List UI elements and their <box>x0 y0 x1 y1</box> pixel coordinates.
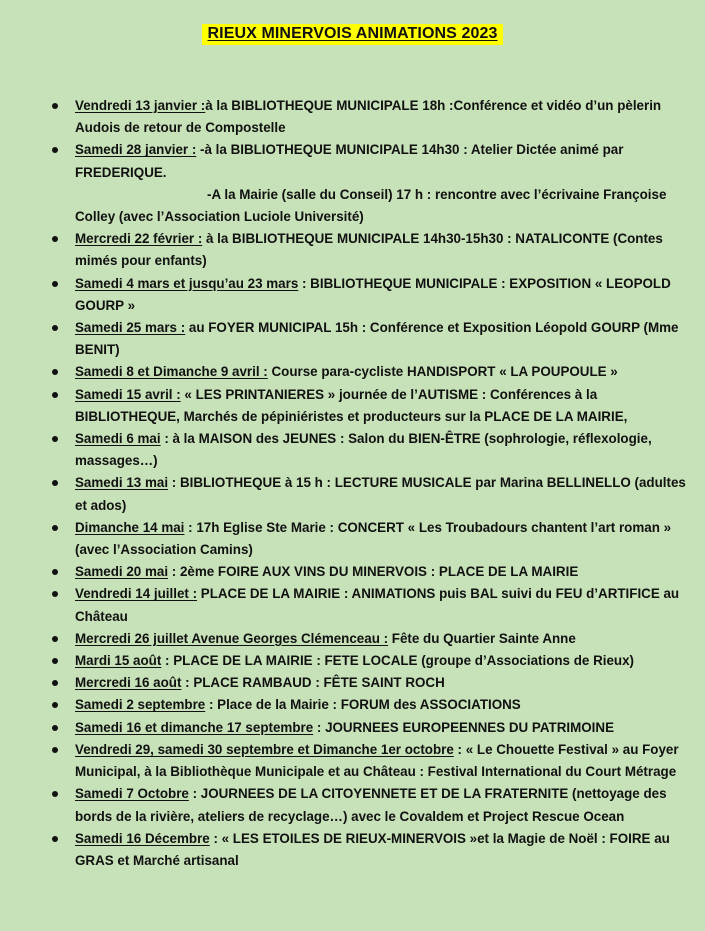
event-text: : à la MAISON des JEUNES : Salon du BIEN-ÊTRE (sophrologie, réflexologie, massages…) <box>75 431 652 469</box>
event-date: Samedi 25 mars : <box>75 320 186 336</box>
event-date: Samedi 8 et Dimanche 9 avril : <box>75 364 268 380</box>
event-date: Vendredi 29, samedi 30 septembre et Dimanche 1er octobre <box>75 741 454 757</box>
bullet-icon <box>52 325 58 331</box>
bullet-icon <box>52 658 58 664</box>
event-date: Samedi 2 septembre <box>75 697 206 713</box>
event-date: Samedi 4 mars et jusqu’au 23 mars <box>75 275 299 291</box>
event-text: : « Le Chouette Festival » au Foyer Municipal, à la Bibliothèque Municipale et au Château : Festival International du Court Métrage <box>75 741 679 780</box>
event-date: Samedi 7 Octobre <box>75 786 189 802</box>
event-text: : BIBLIOTHEQUE MUNICIPALE : EXPOSITION « LEOPOLD GOURP » <box>75 275 671 313</box>
event-date: Vendredi 13 janvier : <box>75 98 206 113</box>
event-text: : JOURNEES DE LA CITOYENNETE ET DE LA FRATERNITE (nettoyage des bords de la rivière, ateliers de recyclage…) avec le Covaldem et Project Rescue Ocean <box>75 786 667 824</box>
event-item <box>50 694 690 716</box>
event-text: : « LES ETOILES DE RIEUX-MINERVOIS »et la Magie de Noël : FOIRE au GRAS et Marché artisanal <box>75 830 670 868</box>
bullet-icon <box>52 147 58 153</box>
event-date: Samedi 16 et dimanche 17 septembre <box>75 719 314 735</box>
event-text: : PLACE RAMBAUD : FÊTE SAINT ROCH <box>181 675 445 691</box>
event-item <box>50 783 690 827</box>
page-title: RIEUX MINERVOIS ANIMATIONS 2023 <box>202 24 504 45</box>
bullet-icon <box>52 725 58 731</box>
bullet-icon <box>52 281 58 287</box>
event-text: : PLACE DE LA MAIRIE : FETE LOCALE (groupe d’Associations de Rieux) <box>161 653 634 669</box>
event-item <box>50 717 690 739</box>
event-text: : BIBLIOTHEQUE à 15 h : LECTURE MUSICALE par Marina BELLINELLO (adultes et ados) <box>75 475 686 513</box>
bullet-icon <box>52 836 58 842</box>
bullet-icon <box>52 436 58 442</box>
bullet-icon <box>52 702 58 708</box>
bullet-icon <box>52 591 58 597</box>
event-item <box>50 828 690 872</box>
event-item <box>50 628 690 650</box>
event-date: Samedi 20 mai <box>75 564 169 580</box>
event-item <box>50 273 690 317</box>
bullet-icon <box>52 569 58 575</box>
event-item <box>50 739 690 783</box>
bullet-icon <box>52 636 58 642</box>
event-item <box>50 517 690 561</box>
event-date: Mercredi 16 août <box>75 675 182 691</box>
title-wrap <box>0 24 705 45</box>
event-item <box>50 672 690 694</box>
event-date: Mercredi 22 février : <box>75 231 203 247</box>
bullet-icon <box>52 747 58 753</box>
bullet-icon <box>52 525 58 531</box>
event-date: Mardi 15 août <box>75 653 162 669</box>
event-date: Samedi 6 mai <box>75 431 161 447</box>
event-item <box>50 384 690 428</box>
event-item <box>50 650 690 672</box>
event-text: « LES PRINTANIERES » journée de l’AUTISME : Conférences à la BIBLIOTHEQUE, Marchés de pépiniéristes et producteurs sur la PLACE DE LA MAIRIE, <box>75 386 628 424</box>
event-extra-text: -A la Mairie (salle du Conseil) 17 h : rencontre avec l’écrivaine Françoise Colley (avec l’Association Luciole Université) <box>75 186 667 225</box>
event-text: : Place de la Mairie : FORUM des ASSOCIATIONS <box>205 697 521 713</box>
event-text: à la BIBLIOTHEQUE MUNICIPALE 18h :Conférence et vidéo d’un pèlerin Audois de retour de Compostelle <box>75 98 662 136</box>
event-item <box>50 361 690 383</box>
event-text: : 2ème FOIRE AUX VINS DU MINERVOIS : PLACE DE LA MAIRIE <box>168 564 579 580</box>
bullet-icon <box>52 369 58 375</box>
event-item <box>50 472 690 516</box>
event-date: Samedi 16 Décembre <box>75 830 210 846</box>
event-item <box>50 317 690 361</box>
event-date: Samedi 13 mai <box>75 475 169 491</box>
event-item <box>50 583 690 627</box>
event-text: -à la BIBLIOTHEQUE MUNICIPALE 14h30 : Atelier Dictée animé par FREDERIQUE. <box>75 142 624 180</box>
events-list <box>50 95 690 872</box>
event-text: au FOYER MUNICIPAL 15h : Conférence et Exposition Léopold GOURP (Mme BENIT) <box>75 320 679 358</box>
bullet-icon <box>52 791 58 797</box>
event-item <box>50 428 690 472</box>
event-text: : 17h Eglise Ste Marie : CONCERT « Les Troubadours chantent l’art roman » (avec l’Association Camins) <box>75 519 672 558</box>
event-item <box>50 228 690 272</box>
bullet-icon <box>52 392 58 398</box>
bullet-icon <box>52 680 58 686</box>
bullet-icon <box>52 480 58 486</box>
event-text: à la BIBLIOTHEQUE MUNICIPALE 14h30-15h30 : NATALICONTE (Contes mimés pour enfants) <box>75 231 663 269</box>
event-text: PLACE DE LA MAIRIE : ANIMATIONS puis BAL suivi du FEU d’ARTIFICE au Château <box>75 586 680 624</box>
event-date: Mercredi 26 juillet Avenue Georges Clémenceau : <box>75 630 389 646</box>
event-item <box>50 561 690 583</box>
bullet-icon <box>52 236 58 242</box>
event-date: Vendredi 14 juillet : <box>75 586 198 602</box>
event-date: Samedi 15 avril : <box>75 386 181 402</box>
event-date: Dimanche 14 mai <box>75 519 185 535</box>
event-text: : JOURNEES EUROPEENNES DU PATRIMOINE <box>313 719 615 735</box>
event-text: Fête du Quartier Sainte Anne <box>388 630 576 646</box>
event-date: Samedi 28 janvier : <box>75 142 197 158</box>
event-text: Course para-cycliste HANDISPORT « LA POUPOULE » <box>267 364 618 380</box>
event-item <box>50 139 690 228</box>
bullet-icon <box>52 103 58 109</box>
event-extra <box>75 184 690 228</box>
event-item <box>50 95 690 139</box>
